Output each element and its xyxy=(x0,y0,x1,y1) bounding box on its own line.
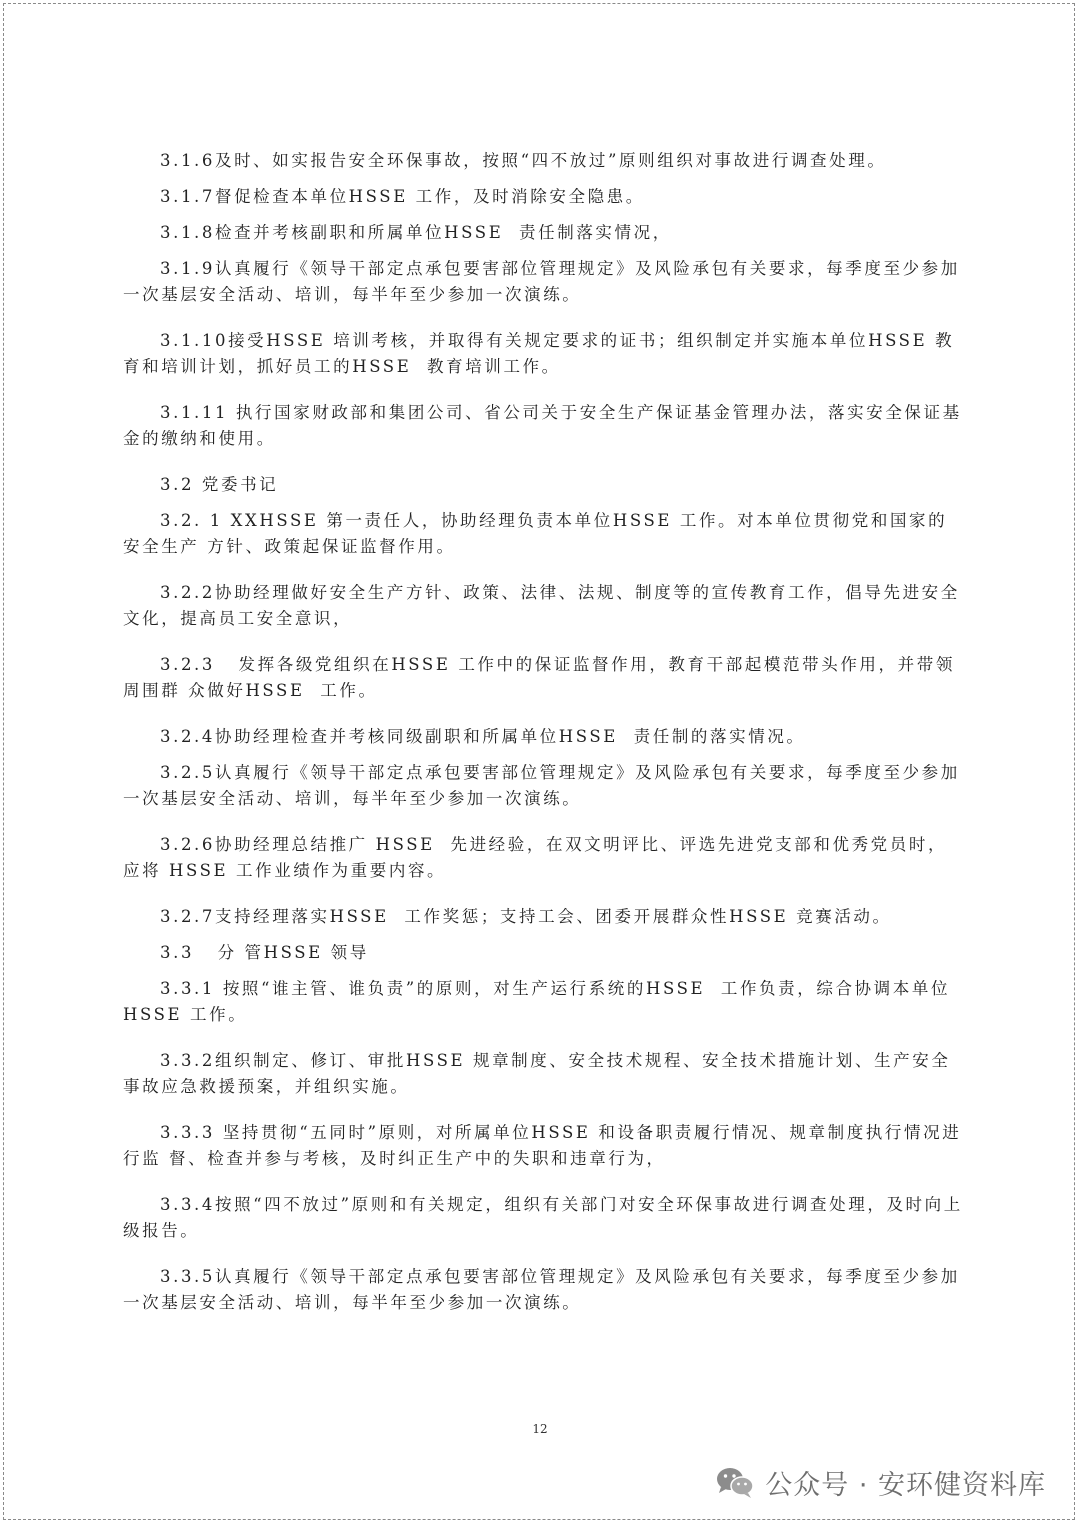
paragraph: 3.2.6协助经理总结推广 HSSE 先进经验，在双文明评比、评选先进党支部和优秀党员时，应将 HSSE 工作业绩作为重要内容。 xyxy=(123,835,948,880)
paragraph: 3.1.9认真履行《领导干部定点承包要害部位管理规定》及风险承包有关要求，每季度至少参加一次基层安全活动、培训，每半年至少参加一次演练。 xyxy=(123,259,960,304)
watermark xyxy=(715,1462,1046,1502)
paragraph: 3.2. 1 XXHSSE 第一责任人，协助经理负责本单位HSSE 工作。对本单位贯彻党和国家的安全生产 方针、政策起保证监督作用。 xyxy=(123,511,948,556)
section-heading: 3.2 党委书记 xyxy=(160,475,279,494)
paragraph: 3.2.3 发挥各级党组织在HSSE 工作中的保证监督作用，教育干部起模范带头作用，并带领周围群 众做好HSSE 工作。 xyxy=(123,655,955,700)
paragraph: 3.2.4协助经理检查并考核同级副职和所属单位HSSE 责任制的落实情况。 xyxy=(160,727,806,746)
paragraph: 3.3.1 按照“谁主管、谁负责”的原则，对生产运行系统的HSSE 工作负责，综合协调本单位HSSE 工作。 xyxy=(123,979,951,1024)
paragraph: 3.2.7支持经理落实HSSE 工作奖惩；支持工会、团委开展群众性HSSE 竞赛活动。 xyxy=(160,907,892,926)
paragraph: 3.1.8检查并考核副职和所属单位HSSE 责任制落实情况， xyxy=(160,223,672,242)
paragraph: 3.2.5认真履行《领导干部定点承包要害部位管理规定》及风险承包有关要求，每季度至少参加一次基层安全活动、培训，每半年至少参加一次演练。 xyxy=(123,763,960,808)
section-heading: 3.3 分 管HSSE 领导 xyxy=(160,943,369,962)
paragraph: 3.2.2协助经理做好安全生产方针、政策、法律、法规、制度等的宣传教育工作，倡导先进安全文化，提高员工安全意识， xyxy=(123,583,960,628)
paragraph: 3.1.6及时、如实报告安全环保事故，按照“四不放过”原则组织对事故进行调查处理。 xyxy=(160,151,887,170)
paragraph: 3.3.4按照“四不放过”原则和有关规定，组织有关部门对安全环保事故进行调查处理，及时向上级报告。 xyxy=(123,1195,963,1240)
watermark-text: 公众号 · 安环健资料库 xyxy=(765,1469,1046,1501)
paragraph: 3.3.2组织制定、修订、审批HSSE 规章制度、安全技术规程、安全技术措施计划、生产安全事故应急救援预案，并组织实施。 xyxy=(123,1051,951,1096)
paragraph: 3.3.5认真履行《领导干部定点承包要害部位管理规定》及风险承包有关要求，每季度至少参加一次基层安全活动、培训，每半年至少参加一次演练。 xyxy=(123,1267,960,1312)
paragraph: 3.1.11 执行国家财政部和集团公司、省公司关于安全生产保证基金管理办法，落实安全保证基金的缴纳和使用。 xyxy=(123,403,962,448)
page-number: 12 xyxy=(532,1422,548,1436)
paragraph: 3.1.10接受HSSE 培训考核，并取得有关规定要求的证书；组织制定并实施本单位HSSE 教育和培训计划，抓好员工的HSSE 教育培训工作。 xyxy=(123,331,955,376)
wechat-icon xyxy=(715,1465,755,1499)
paragraph: 3.3.3 坚持贯彻“五同时”原则，对所属单位HSSE 和设备职责履行情况、规章制度执行情况进行监 督、检查并参与考核，及时纠正生产中的失职和违章行为， xyxy=(123,1123,962,1168)
paragraph: 3.1.7督促检查本单位HSSE 工作，及时消除安全隐患。 xyxy=(160,187,645,206)
document-body xyxy=(123,148,963,1326)
